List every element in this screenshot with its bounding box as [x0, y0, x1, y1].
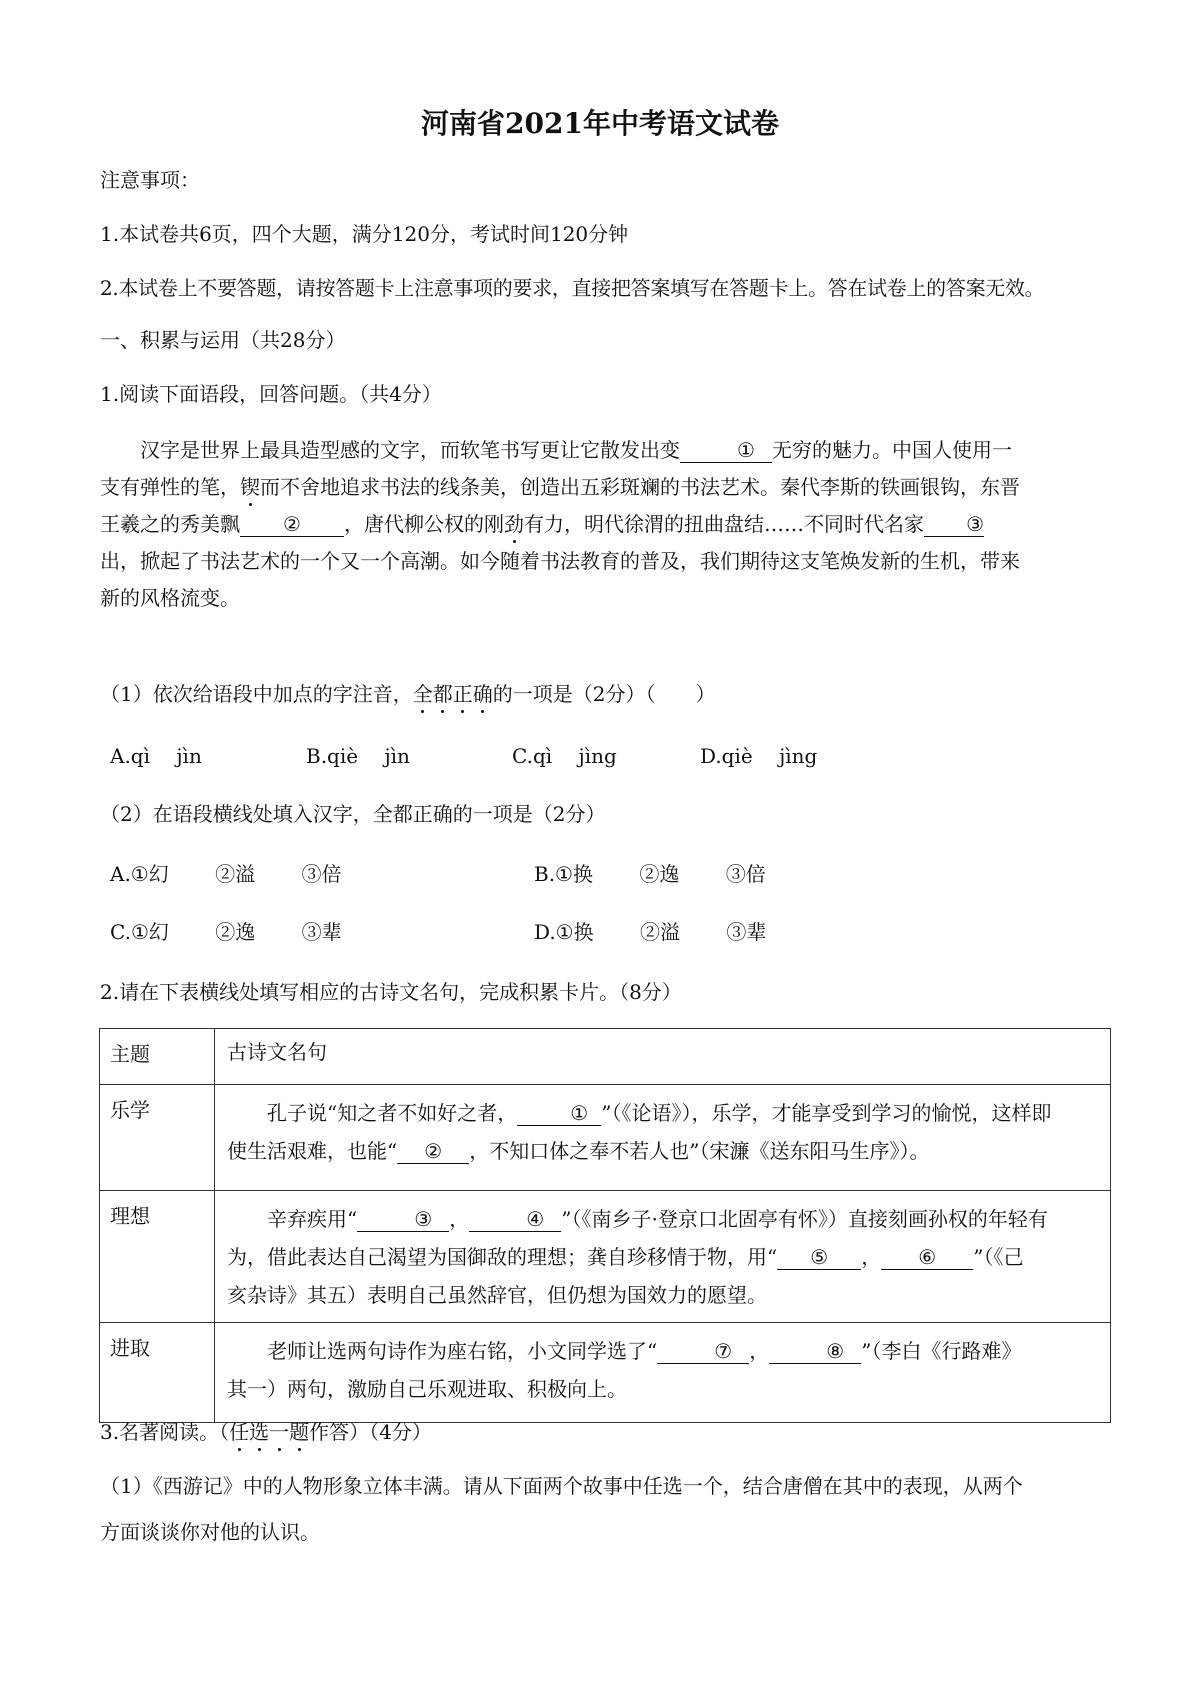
notes-heading: 注意事项：	[100, 168, 200, 192]
answer-blank: ①	[680, 438, 772, 463]
reading-passage	[100, 432, 1110, 617]
passage-line: 王羲之的秀美飘 ② ，唐代柳公权的刚劲有力，明代徐渭的扭曲盘结……不同时代名家 ③	[100, 512, 984, 536]
page-title: 河南省2021年中考语文试卷	[421, 107, 779, 140]
answer-blank: ⑧	[769, 1339, 861, 1364]
option-b: B.①换 ②逸 ③倍	[534, 862, 766, 886]
table-header-row	[100, 1029, 1111, 1085]
section-heading: 一、积累与运用（共28分）	[100, 328, 346, 352]
table-row	[100, 1085, 1111, 1191]
accumulation-card-table	[99, 1028, 1111, 1423]
passage-line: 出，掀起了书法艺术的一个又一个高潮。如今随着书法教育的普及，我们期待这支笔焕发新的生机，带来	[100, 549, 1020, 573]
notes-item-2: 2.本试卷上不要答题，请按答题卡上注意事项的要求，直接把答案填写在答题卡上。答在试卷上的答案无效。	[100, 276, 1045, 300]
passage-line: 支有弹性的笔，锲而不舍地追求书法的线条美，创造出五彩斑斓的书法艺术。秦代李斯的铁画银钩，东晋	[100, 475, 1020, 499]
option-a: A.qì jìn	[110, 744, 202, 768]
row-theme: 乐学	[100, 1085, 215, 1191]
dotted-char: 劲	[504, 512, 524, 536]
answer-blank: ③	[924, 512, 984, 537]
row-theme: 进取	[100, 1323, 215, 1423]
subquestion-1-stem: （1）依次给语段中加点的字注音，全都正确的一项是（2分）（ ）	[100, 682, 716, 706]
answer-blank: ①	[517, 1101, 601, 1126]
row-lines: 老师让选两句诗作为座右铭，小文同学选了“ ⑦ ， ⑧ ”（李白《行路难》 其一）两句，激励自己乐观进取、积极向上。	[215, 1323, 1111, 1423]
answer-blank: ③	[357, 1207, 449, 1232]
option-b: B.qiè jìn	[306, 744, 410, 768]
option-d: D.qiè jìng	[700, 744, 818, 768]
answer-blank: ②	[240, 512, 344, 537]
q3-sub1-line1: （1）《西游记》中的人物形象立体丰满。请从下面两个故事中任选一个，结合唐僧在其中的表现，从两个	[100, 1474, 1023, 1498]
option-a: A.①幻 ②溢 ③倍	[110, 862, 342, 886]
notes-item-1: 1.本试卷共6页，四个大题，满分120分，考试时间120分钟	[100, 222, 629, 246]
question-2-prompt: 2.请在下表横线处填写相应的古诗文名句，完成积累卡片。（8分）	[100, 980, 682, 1004]
option-c: C.①幻 ②逸 ③辈	[110, 920, 342, 944]
q3-sub1-line2: 方面谈谈你对他的认识。	[100, 1520, 320, 1544]
dotted-text: 全都正确	[412, 682, 493, 706]
header-lines: 古诗文名句	[215, 1029, 1111, 1085]
answer-blank: ④	[469, 1207, 561, 1232]
row-theme: 理想	[100, 1191, 215, 1323]
dotted-char: 锲	[240, 475, 260, 499]
table-row	[100, 1323, 1111, 1423]
row-lines: 孔子说“知之者不如好之者， ① ”（《论语》），乐学，才能享受到学习的愉悦，这样即 使生活艰难，也能“ ② ，不知口体之奉不若人也”（宋濂《送东阳马生序》）。	[215, 1085, 1111, 1191]
dotted-text: 任选一题	[229, 1420, 310, 1444]
row-lines: 辛弃疾用“ ③ ， ④ ”（《南乡子·登京口北固亭有怀》）直接刻画孙权的年轻有 为，借此表达自己渴望为国御敌的理想；龚自珍移情于物，用“ ⑤ ， ⑥ ”（《己 亥杂诗》其五）表明自己虽然辞官，但仍想为国效力的愿望。	[215, 1191, 1111, 1323]
header-theme: 主题	[100, 1029, 215, 1085]
subquestion-2-stem: （2）在语段横线处填入汉字，全都正确的一项是（2分）	[100, 802, 606, 826]
answer-blank: ⑦	[657, 1339, 749, 1364]
question-3-prompt: 3.名著阅读。（任选一题作答）（4分）	[100, 1420, 432, 1444]
answer-blank: ②	[397, 1139, 469, 1164]
option-d: D.①换 ②溢 ③辈	[534, 920, 767, 944]
option-c: C.qì jìng	[512, 744, 617, 768]
answer-blank: ⑤	[777, 1245, 861, 1270]
table-row	[100, 1191, 1111, 1323]
question-1-prompt: 1.阅读下面语段，回答问题。（共4分）	[100, 382, 442, 406]
passage-line: 汉字是世界上最具造型感的文字，而软笔书写更让它散发出变 ① 无穷的魅力。中国人使用一	[140, 438, 1012, 462]
answer-blank: ⑥	[881, 1245, 973, 1270]
passage-line: 新的风格流变。	[100, 586, 240, 610]
